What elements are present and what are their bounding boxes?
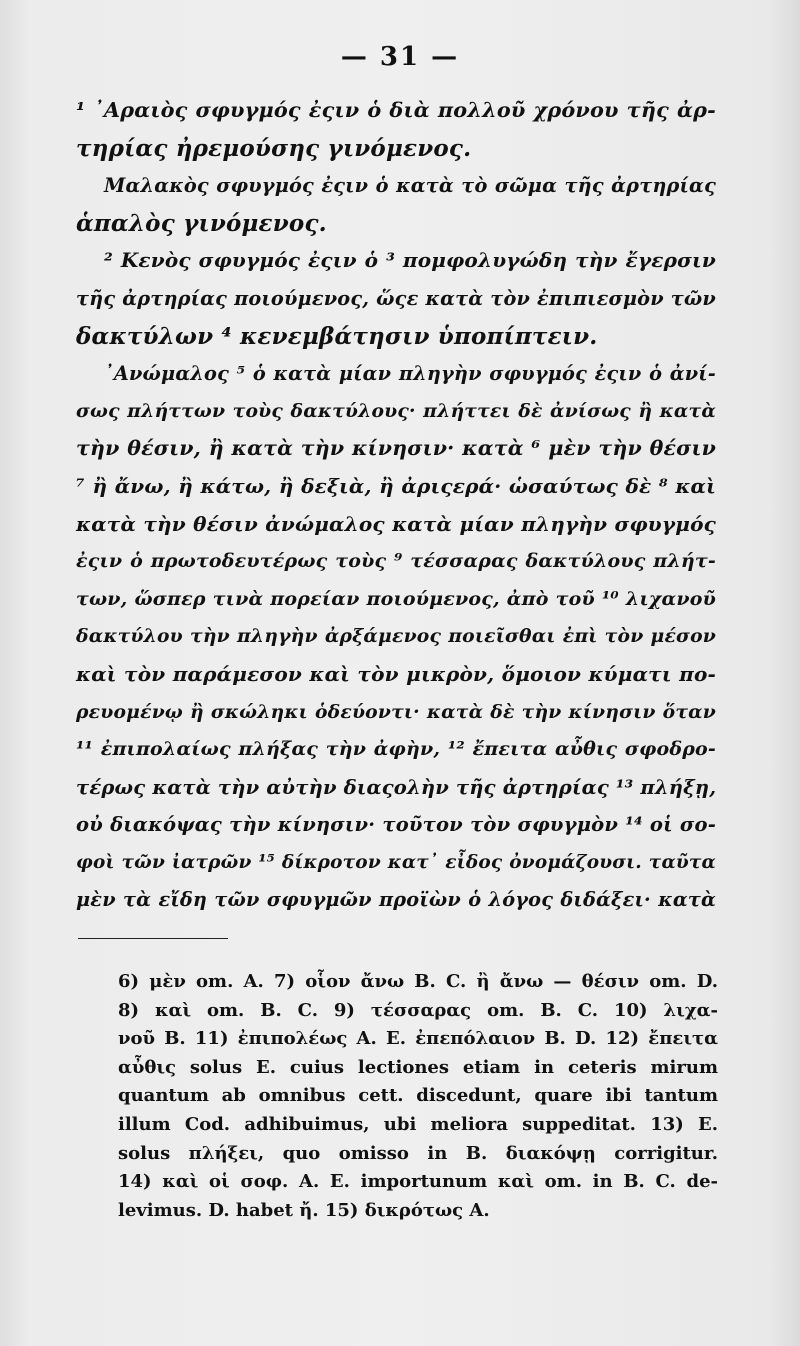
- footnote-line: 6) μὲν om. A. 7) οἷον ἄνω B. C. ἢ ἄνω — θέσιν om. D.: [118, 971, 718, 992]
- text-line: ρευομένῳ ἢ σκώληκι ὁδεύοντι· κατὰ δὲ τὴν κίνησιν ὅταν: [76, 700, 716, 723]
- text-line: ἁπαλὸς γινόμενος.: [76, 209, 327, 237]
- text-line: Μαλακὸς σφυγμός ἐςιν ὁ κατὰ τὸ σῶμα τῆς ἀρτηρίας: [104, 174, 716, 198]
- footnote-divider: [78, 938, 228, 939]
- text-line: ἐςιν ὁ πρωτοδευτέρως τοὺς ⁹ τέσσαρας δακτύλους πλήτ-: [76, 550, 716, 573]
- footnote-line: solus πλήξει, quo omisso in B. διακόψῃ corrigitur.: [118, 1142, 718, 1164]
- text-line: τηρίας ἠρεμούσης γινόμενος.: [76, 134, 472, 162]
- text-line: ⁷ ἢ ἄνω, ἢ κάτω, ἢ δεξιὰ, ἢ ἀριςερά· ὡσαύτως δὲ ⁸ καὶ: [76, 473, 716, 498]
- footnote-line: νοῦ B. 11) ἐπιπολέως A. E. ἐπεπόλαιον B. D. 12) ἔπειτα: [118, 1028, 718, 1050]
- main-text: [76, 92, 716, 919]
- text-line: φοὶ τῶν ἰατρῶν ¹⁵ δίκροτον κατ᾿ εἶδος ὀνομάζουσι. ταῦτα: [76, 851, 716, 873]
- text-line: τέρως κατὰ τὴν αὐτὴν διαςολὴν τῆς ἀρτηρίας ¹³ πλήξῃ,: [76, 775, 717, 799]
- text-line: καὶ τὸν παράμεσον καὶ τὸν μικρὸν, ὅμοιον κύματι πο-: [76, 661, 716, 686]
- text-line: δακτύλου τὴν πληγὴν ἀρξάμενος ποιεῖσθαι ἐπὶ τὸν μέσον: [76, 625, 716, 648]
- text-line: τὴν θέσιν, ἢ κατὰ τὴν κίνησιν· κατὰ ⁶ μὲν τὴν θέσιν: [76, 436, 716, 461]
- text-line: κατὰ τὴν θέσιν ἀνώμαλος κατὰ μίαν πληγὴν σφυγμός: [76, 511, 716, 536]
- footnotes: [118, 968, 718, 1225]
- text-line: ¹¹ ἐπιπολαίως πλήξας τὴν ἀφὴν, ¹² ἔπειτα αὖθις σφοδρο-: [76, 738, 716, 761]
- footnote-line: quantum ab omnibus cett. discedunt, quare ibi tantum: [118, 1085, 718, 1107]
- page-number: — 31 —: [340, 42, 460, 72]
- text-line: σως πλήττων τοὺς δακτύλους· πλήττει δὲ ἀνίσως ἢ κατὰ: [76, 399, 716, 422]
- text-line: ² Κενὸς σφυγμός ἐςιν ὁ ³ πομφολυγώδη τὴν ἔγερσιν: [104, 248, 716, 273]
- footnote-line: 14) καὶ οἱ σοφ. A. E. importunum καὶ om. in B. C. de-: [118, 1171, 718, 1193]
- text-line: ᾿Ανώμαλος ⁵ ὁ κατὰ μίαν πληγὴν σφυγμός ἐςιν ὁ ἀνί-: [104, 362, 716, 386]
- text-line: των, ὥσπερ τινὰ πορείαν ποιούμενος, ἀπὸ τοῦ ¹⁰ λιχανοῦ: [76, 587, 716, 610]
- footnote-line: 8) καὶ om. B. C. 9) τέσσαρας om. B. C. 10) λιχα-: [118, 999, 718, 1021]
- text-line: τῆς ἀρτηρίας ποιούμενος, ὥςε κατὰ τὸν ἐπιπιεσμὸν τῶν: [76, 286, 716, 310]
- text-line: δακτύλων ⁴ κενεμβάτησιν ὑποπίπτειν.: [76, 322, 598, 350]
- text-line: οὐ διακόψας τὴν κίνησιν· τοῦτον τὸν σφυγμὸν ¹⁴ οἱ σο-: [76, 813, 716, 837]
- footnote-line: illum Cod. adhibuimus, ubi meliora suppeditat. 13) E.: [118, 1113, 718, 1135]
- footnote-line: αὖθις solus E. cuius lectiones etiam in ceteris mirum: [118, 1056, 718, 1078]
- text-line: ¹ ᾿Αραιὸς σφυγμός ἐςιν ὁ διὰ πολλοῦ χρόνου τῆς ἀρ-: [76, 98, 716, 122]
- footnote-line: levimus. D. habet ἤ. 15) δικρότως A.: [118, 1199, 490, 1221]
- text-line: μὲν τὰ εἴδη τῶν σφυγμῶν προϊὼν ὁ λόγος διδάξει· κατὰ: [76, 888, 716, 912]
